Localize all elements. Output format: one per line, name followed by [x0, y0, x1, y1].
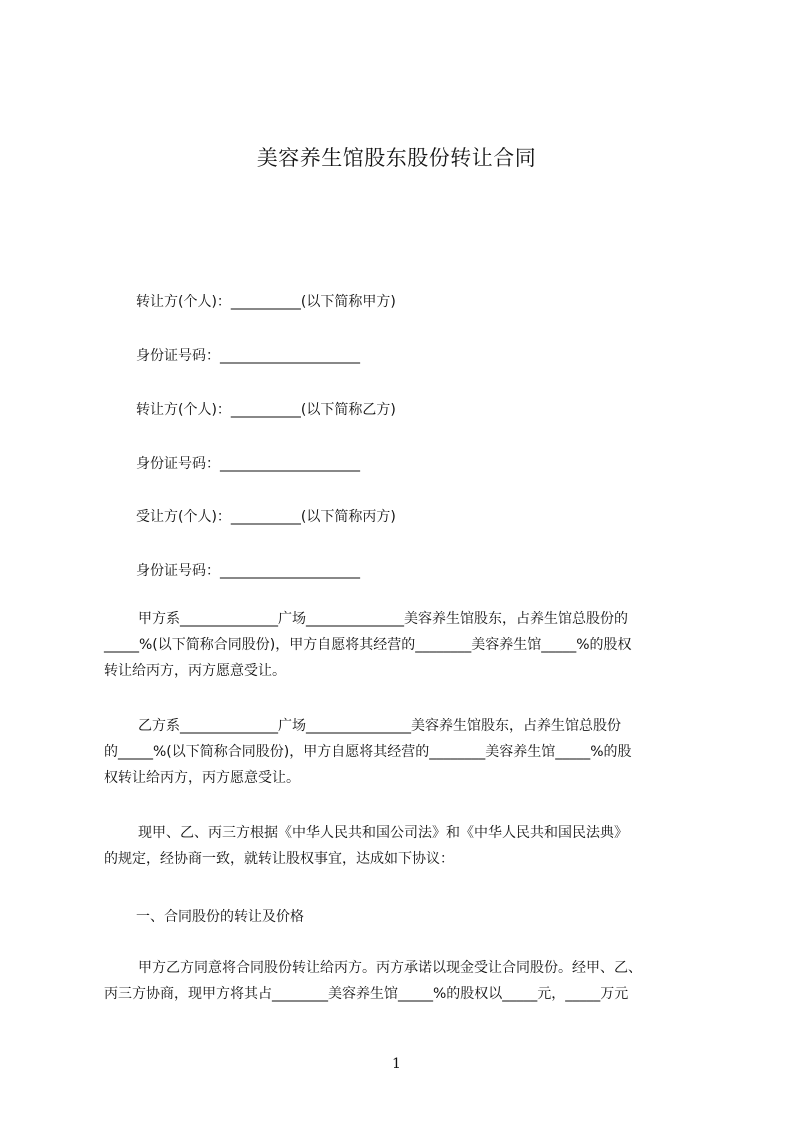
- paragraph-party-b: [104, 713, 704, 791]
- paragraph-line: 现甲、乙、丙三方根据《中华人民共和国公司法》和《中华人民共和国民法典》: [138, 825, 628, 841]
- party-b-id-line: 身份证号码：____________________: [136, 456, 360, 472]
- paragraph-transfer-price: [104, 955, 704, 1007]
- party-c-line: 受让方(个人)：__________(以下简称丙方): [136, 509, 396, 525]
- party-c-id-line: 身份证号码：____________________: [136, 563, 360, 579]
- paragraph-line: _____%(以下简称合同股份)，甲方自愿将其经营的________美容养生馆_____%的股权: [104, 637, 632, 653]
- paragraph-line: 甲方系______________广场______________美容养生馆股东，占养生馆总股份的: [138, 611, 628, 627]
- paragraph-line: 的规定，经协商一致，就转让股权事宜，达成如下协议：: [104, 851, 454, 867]
- paragraph-line: 的_____%(以下简称合同股份)，甲方自愿将其经营的________美容养生馆_____%的股: [104, 744, 632, 760]
- paragraph-party-a: [104, 606, 704, 684]
- party-b-line: 转让方(个人)：__________(以下简称乙方): [136, 402, 396, 418]
- paragraph-legal-basis: [104, 820, 704, 872]
- contract-title: 美容养生馆股东股份转让合同: [256, 146, 537, 170]
- paragraph-line: 转让给丙方，丙方愿意受让。: [104, 663, 286, 679]
- party-a-id-line: 身份证号码：____________________: [136, 348, 360, 364]
- paragraph-line: 甲方乙方同意将合同股份转让给丙方。丙方承诺以现金受让合同股份。经甲、乙、: [138, 960, 642, 976]
- party-a-line: 转让方(个人)：__________(以下简称甲方): [136, 294, 396, 310]
- paragraph-line: 权转让给丙方，丙方愿意受让。: [104, 770, 300, 786]
- page-number: 1: [392, 1056, 401, 1072]
- paragraph-line: 丙三方协商，现甲方将其占________美容养生馆_____%的股权以_____元，_____万元: [104, 986, 629, 1002]
- paragraph-line: 乙方系______________广场_______________美容养生馆股东，占养生馆总股份: [138, 718, 621, 734]
- section-heading: 一、合同股份的转让及价格: [136, 909, 304, 925]
